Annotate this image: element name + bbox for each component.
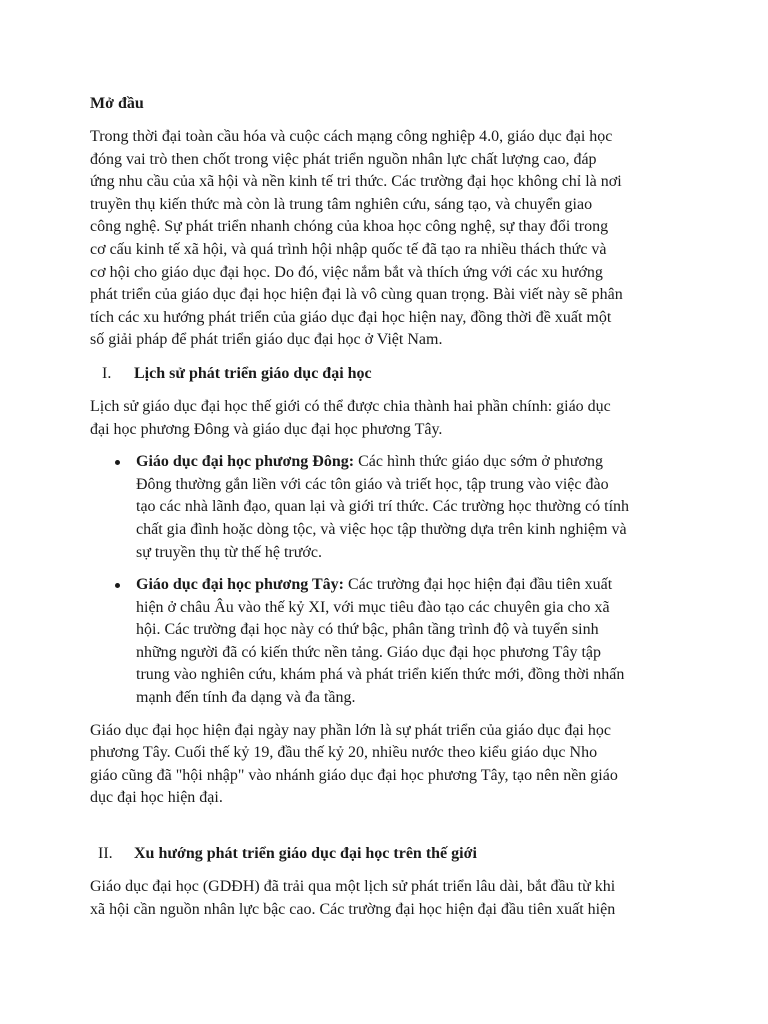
text-line: phương Tây. Cuối thế kỷ 19, đầu thế kỷ 20, nhiều nước theo kiểu giáo dục Nho — [90, 744, 598, 762]
text-line: hội. Các trường đại học này có thứ bậc, phân tầng trình độ và tuyển sinh — [136, 621, 599, 639]
document-page — [90, 92, 690, 931]
bullet-list — [90, 451, 690, 710]
bullet-label: Giáo dục đại học phương Đông: — [136, 453, 355, 471]
text-line: đóng vai trò then chốt trong việc phát triển nguồn nhân lực chất lượng cao, đáp — [90, 150, 597, 168]
text-line: Giáo dục đại học (GDĐH) đã trải qua một lịch sử phát triển lâu dài, bắt đầu từ khi — [90, 878, 616, 896]
text-line — [136, 451, 690, 474]
section-2-number: II. — [98, 845, 113, 863]
bullet-label: Giáo dục đại học phương Tây: — [136, 576, 344, 594]
text-line: tích các xu hướng phát triển của giáo dục đại học hiện nay, đồng thời đề xuất một — [90, 308, 612, 326]
text-line: chất gia đình hoặc dòng tộc, và việc học tập thường dựa trên kinh nghiệm và — [136, 520, 627, 538]
text-line: truyền thụ kiến thức mà còn là trung tâm nghiên cứu, sáng tạo, và chuyển giao — [90, 195, 593, 213]
text-line: đại học phương Đông và giáo dục đại học phương Tây. — [90, 420, 443, 438]
bullet-icon — [115, 460, 120, 465]
text-line: xã hội cần nguồn nhân lực bậc cao. Các trường đại học hiện đại đầu tiên xuất hiện — [90, 900, 616, 918]
text-line: dục đại học hiện đại. — [90, 789, 223, 807]
section-1-paragraph-2 — [90, 720, 690, 810]
intro-paragraph — [90, 126, 690, 352]
bullet-text: Các trường đại học hiện đại đầu tiên xuất — [344, 576, 613, 594]
bullet-text: Các hình thức giáo dục sớm ở phương — [354, 453, 603, 471]
spacer — [90, 820, 690, 842]
list-item-eastern — [90, 451, 690, 564]
intro-heading: Mở đầu — [90, 95, 144, 112]
text-line: công nghệ. Sự phát triển nhanh chóng của khoa học công nghệ, sự thay đổi trong — [90, 218, 609, 236]
text-line: trung vào nghiên cứu, khám phá và phát triển kiến thức mới, đồng thời nhấn — [136, 666, 625, 684]
section-1-heading — [90, 362, 690, 386]
section-1-paragraph-1 — [90, 396, 690, 441]
text-line: giáo cũng đã "hội nhập" vào nhánh giáo dục đại học phương Tây, tạo nên nền giáo — [90, 766, 618, 784]
text-line: hiện ở châu Âu vào thế kỷ XI, với mục tiêu đào tạo các chuyên gia cho xã — [136, 598, 610, 616]
text-line: sự truyền thụ từ thế hệ trước. — [136, 543, 322, 561]
text-line: những người đã có kiến thức nền tảng. Giáo dục đại học phương Tây tập — [136, 643, 601, 661]
list-item-western — [90, 574, 690, 710]
section-2-paragraph-1 — [90, 876, 690, 921]
section-1-number: I. — [102, 364, 112, 382]
text-line: Đông thường gắn liền với các tôn giáo và triết học, tập trung vào việc đào — [136, 475, 609, 493]
text-line: tạo các nhà lãnh đạo, quan lại và giới trí thức. Các trường học thường có tính — [136, 498, 630, 516]
text-line: mạnh đến tính đa dạng và đa tầng. — [136, 689, 356, 707]
text-line: Giáo dục đại học hiện đại ngày nay phần lớn là sự phát triển của giáo dục đại học — [90, 721, 611, 739]
section-2-heading — [90, 842, 690, 866]
section-1-title: Lịch sử phát triển giáo dục đại học — [134, 364, 372, 382]
text-line: phát triển của giáo dục đại học hiện đại là vô cùng quan trọng. Bài viết này sẽ phân — [90, 286, 623, 304]
text-line: ứng nhu cầu của xã hội và nền kinh tế tri thức. Các trường đại học không chỉ là nơi — [90, 173, 622, 191]
text-line: số giải pháp để phát triển giáo dục đại học ở Việt Nam. — [90, 331, 443, 349]
bullet-icon — [115, 583, 120, 588]
text-line — [136, 574, 690, 597]
text-line: cơ cấu kinh tế xã hội, và quá trình hội nhập quốc tế đã tạo ra nhiều thách thức và — [90, 240, 607, 258]
text-line: Lịch sử giáo dục đại học thế giới có thể được chia thành hai phần chính: giáo dục — [90, 397, 611, 415]
text-line: Trong thời đại toàn cầu hóa và cuộc cách mạng công nghiệp 4.0, giáo dục đại học — [90, 128, 613, 145]
section-2-title: Xu hướng phát triển giáo dục đại học trên thế giới — [134, 845, 477, 863]
text-line: cơ hội cho giáo dục đại học. Do đó, việc nắm bắt và thích ứng với các xu hướng — [90, 263, 603, 281]
